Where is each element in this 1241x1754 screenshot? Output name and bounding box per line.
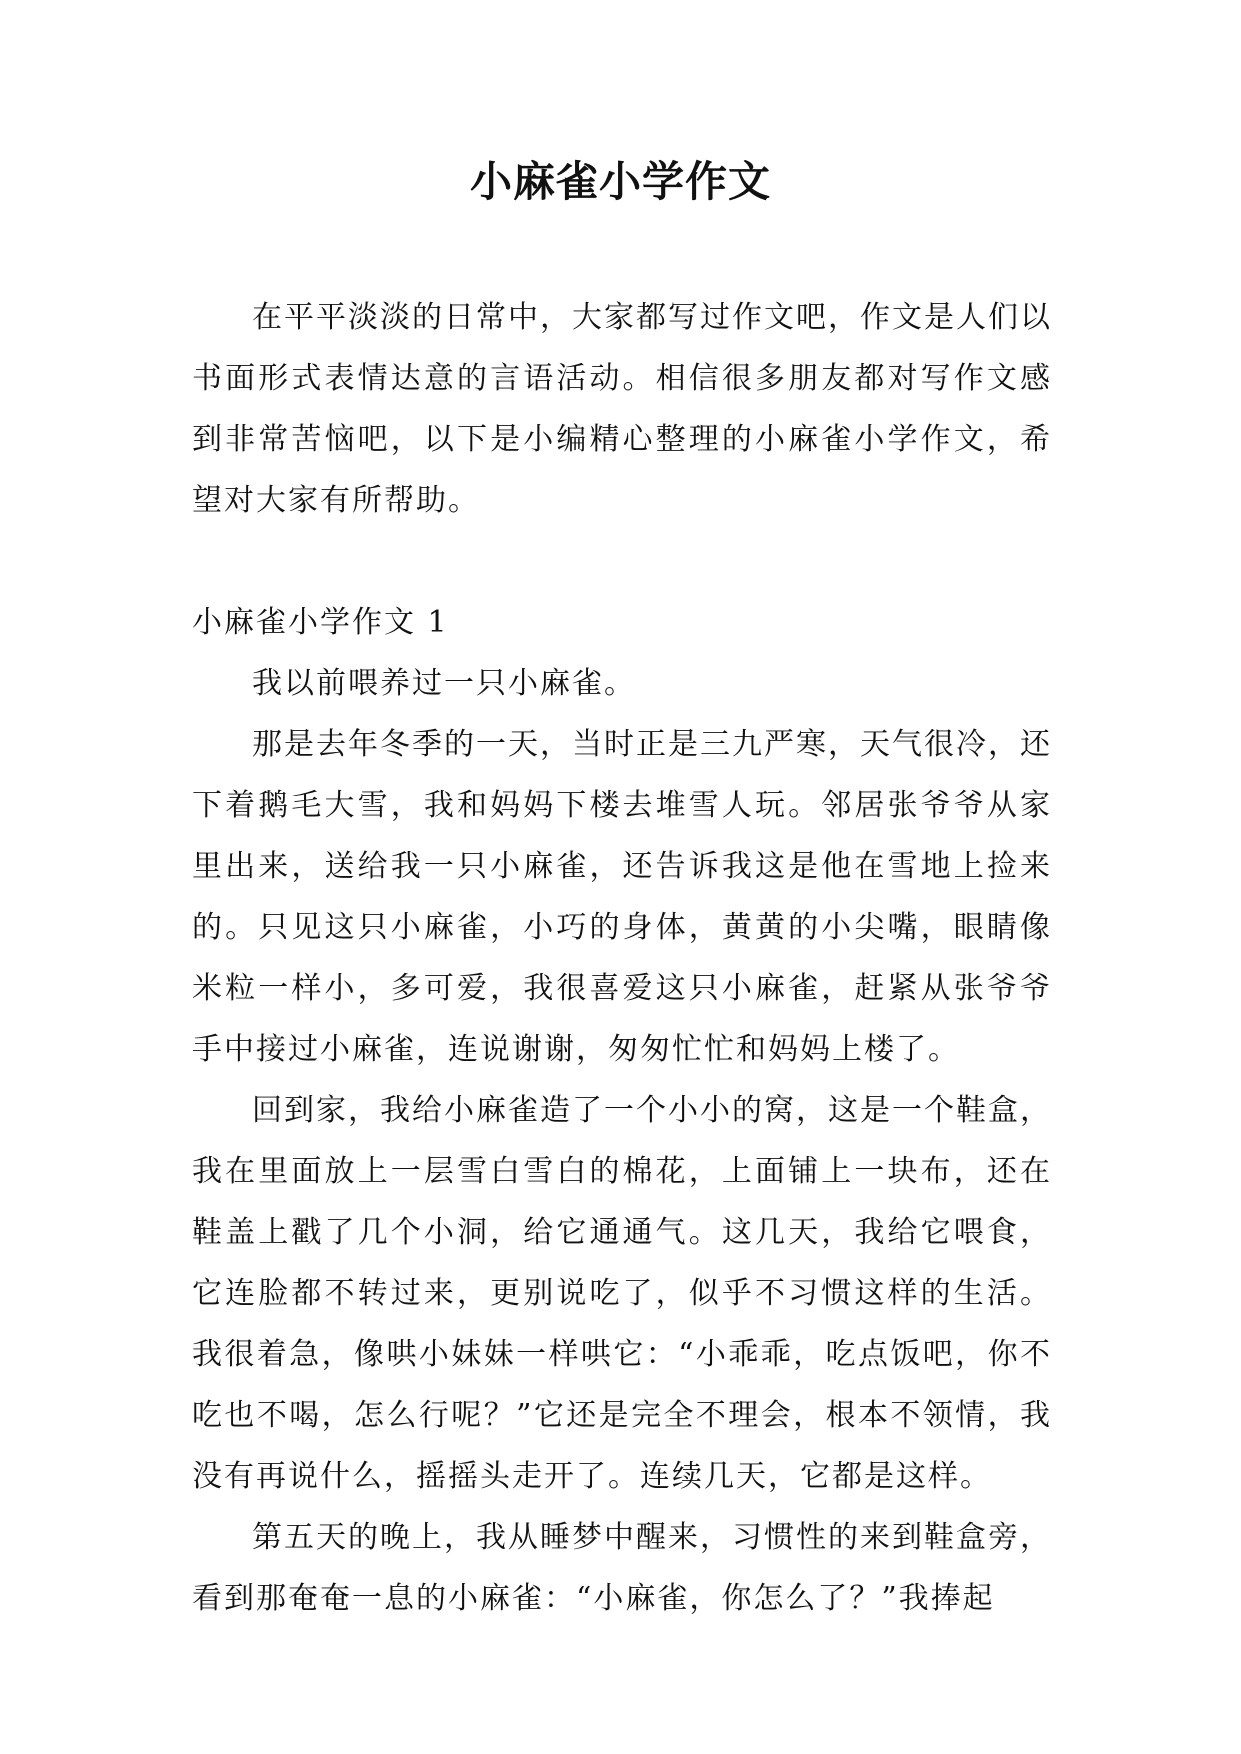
intro-paragraph: 在平平淡淡的日常中，大家都写过作文吧，作文是人们以书面形式表情达意的言语活动。相信很多朋友都对写作文感到非常苦恼吧，以下是小编精心整理的小麻雀小学作文，希望对大家有所帮助。 bbox=[192, 300, 1052, 518]
body-paragraph: 第五天的晚上，我从睡梦中醒来，习惯性的来到鞋盒旁，看到那奄奄一息的小麻雀：“小麻雀，你怎么了？”我捧起 bbox=[192, 1520, 1052, 1616]
body-paragraph: 回到家，我给小麻雀造了一个小小的窝，这是一个鞋盒，我在里面放上一层雪白雪白的棉花，上面铺上一块布，还在鞋盖上戳了几个小洞，给它通通气。这几天，我给它喂食，它连脸都不转过来，更别说吃了，似乎不习惯这样的生活。我很着急，像哄小妹妹一样哄它：“小乖乖，吃点饭吧，你不吃也不喝，怎么行呢？”它还是完全不理会，根本不领情，我没有再说什么，摇摇头走开了。连续几天，它都是这样。 bbox=[192, 1093, 1052, 1494]
section-heading: 小麻雀小学作文 1 bbox=[192, 605, 449, 640]
body-paragraph: 我以前喂养过一只小麻雀。 bbox=[252, 666, 636, 701]
document-body bbox=[192, 287, 1052, 1629]
document-title: 小麻雀小学作文 bbox=[469, 157, 771, 206]
body-paragraph: 那是去年冬季的一天，当时正是三九严寒，天气很冷，还下着鹅毛大雪，我和妈妈下楼去堆雪人玩。邻居张爷爷从家里出来，送给我一只小麻雀，还告诉我这是他在雪地上捡来的。只见这只小麻雀，小巧的身体，黄黄的小尖嘴，眼睛像米粒一样小，多可爱，我很喜爱这只小麻雀，赶紧从张爷爷手中接过小麻雀，连说谢谢，匆匆忙忙和妈妈上楼了。 bbox=[192, 727, 1052, 1067]
